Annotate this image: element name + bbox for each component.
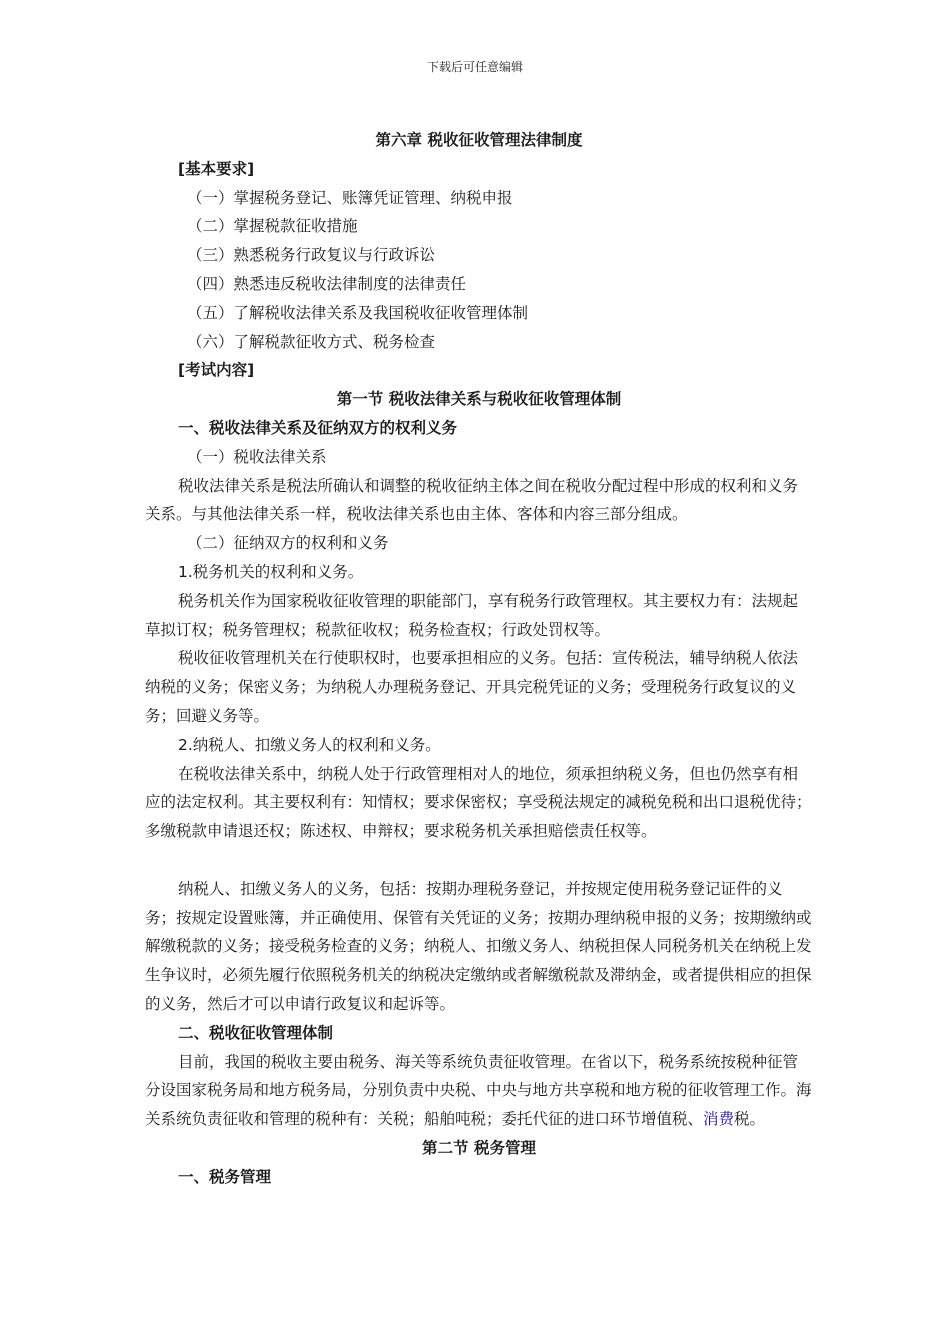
paragraph-tax-authority-powers: 税务机关作为国家税收征收管理的职能部门，享有税务行政管理权。其主要权力有：法规起草拟订权；税务管理权；税款征收权；税务检查权；行政处罚权等。 [145,591,799,639]
requirement-item: （一）掌握税务登记、账簿凭证管理、纳税申报 [187,188,513,207]
paragraph-text: 目前，我国的税收主要由税务、海关等系统负责征收管理。在省以下，税务系统按税种征管分设国家税务局和地方税务局，分别负责中央税、中央与地方共享税和地方税的征收管理工作。海关系统负责征收和管理的税种有：关税；船舶吨税；委托代征的进口环节增值税、 [145,1052,812,1129]
document-body [145,126,813,1191]
paragraph-taxpayer-rights: 在税收法律关系中，纳税人处于行政管理相对人的地位，须承担纳税义务，但也仍然享有相应的法定权利。其主要权利有：知情权；要求保密权；享受税法规定的减税免税和出口退税优待；多缴税款申请退还权；陈述权、申辩权；要求税务机关承担赔偿责任权等。 [145,764,812,841]
paragraph-tail: 税。 [734,1110,766,1129]
paragraph-tax-authority-duties: 税收征收管理机关在行使职权时，也要承担相应的义务。包括：宣传税法，辅导纳税人依法纳税的义务；保密义务；为纳税人办理税务登记、开具完税凭证的义务；受理税务行政复议的义务；回避义务等。 [145,649,799,725]
basic-requirements-heading: [基本要求] [178,159,255,178]
requirement-item: （二）掌握税款征收措施 [187,217,358,236]
section1-title: 第一节 税收法律关系与税收征收管理体制 [336,390,622,409]
consumption-tax-link[interactable]: 消费 [703,1110,735,1129]
paragraph-tax-legal-relation: 税收法律关系是税法所确认和调整的税收征纳主体之间在税收分配过程中形成的权利和义务关系。与其他法律关系一样，税收法律关系也由主体、客体和内容三部分组成。 [145,476,799,524]
section1-sub2: （二）征纳双方的权利和义务 [187,534,389,553]
section2-title: 第二节 税务管理 [422,1138,536,1157]
section1-item1: 1.税务机关的权利和义务。 [178,562,364,581]
section1-part2-heading: 二、税收征收管理体制 [178,1023,334,1042]
section1-item2: 2.纳税人、扣缴义务人的权利和义务。 [178,735,441,754]
blank-line [145,846,813,875]
paragraph-taxpayer-duties: 纳税人、扣缴义务人的义务，包括：按期办理税务登记，并按规定使用税务登记证件的义务；按规定设置账簿，并正确使用、保管有关凭证的义务；按期办理纳税申报的义务；按期缴纳或解缴税款的义务；接受税务检查的义务；纳税人、扣缴义务人、纳税担保人同税务机关在纳税上发生争议时，必须先履行依照税务机关的纳税决定缴纳或者解缴税款及滞纳金，或者提供相应的担保的义务，然后才可以申请行政复议和起诉等。 [145,879,812,1013]
section1-part1-heading: 一、税收法律关系及征纳双方的权利义务 [178,418,458,437]
requirement-item: （三）熟悉税务行政复议与行政诉讼 [187,246,436,265]
requirement-item: （五）了解税收法律关系及我国税收征收管理体制 [187,303,529,322]
chapter-title: 第六章 税收征收管理法律制度 [375,131,583,149]
page-header-note: 下载后可任意编辑 [426,60,523,74]
requirement-item: （四）熟悉违反税收法律制度的法律责任 [187,274,467,293]
section2-part1-heading: 一、税务管理 [178,1167,272,1186]
requirement-item: （六）了解税款征收方式、税务检查 [187,332,436,351]
paragraph-management-system [145,1048,813,1134]
section1-sub1: （一）税收法律关系 [187,447,327,466]
exam-content-heading: [考试内容] [178,361,255,380]
